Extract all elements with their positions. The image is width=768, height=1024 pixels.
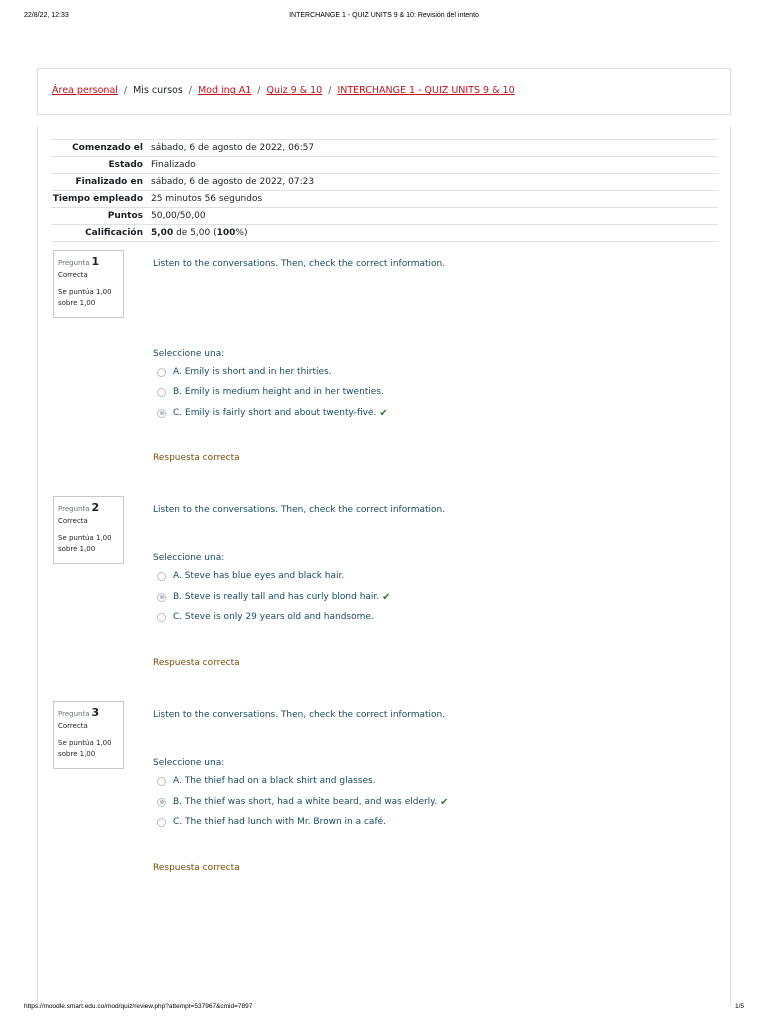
radio-button[interactable] — [157, 818, 166, 827]
answer-option-selected[interactable] — [157, 590, 391, 604]
feedback-correct: Respuesta correcta — [153, 658, 240, 668]
question-grade-max: sobre 1,00 — [58, 750, 96, 758]
answer-label: B. Emily is medium height and in her twenties. — [173, 387, 384, 397]
question-grade: Se puntúa 1,00 — [58, 534, 112, 542]
summary-label: Comenzado el — [72, 143, 143, 153]
question-state: Correcta — [58, 517, 88, 525]
summary-row-state — [51, 157, 718, 174]
question-number: 2 — [91, 501, 100, 514]
question-number: 3 — [91, 706, 100, 719]
answer-label: A. Emily is short and in her thirties. — [173, 367, 332, 377]
breadcrumb-separator: / — [188, 85, 192, 96]
feedback-correct: Respuesta correcta — [153, 863, 240, 873]
answer-prompt: Seleccione una: — [153, 758, 225, 768]
breadcrumb-separator: / — [257, 85, 261, 96]
answer-label: B. The thief was short, had a white beard, and was elderly. — [173, 797, 438, 807]
print-header — [0, 12, 768, 22]
answer-label: A. Steve has blue eyes and black hair. — [173, 571, 345, 581]
breadcrumb-link-area-personal[interactable]: Área personal — [52, 85, 118, 96]
breadcrumb-separator: / — [123, 85, 128, 96]
question-number: 1 — [91, 255, 100, 268]
answer-label: C. Steve is only 29 years old and handsome. — [173, 612, 374, 622]
question-grade: Se puntúa 1,00 — [58, 288, 112, 296]
answer-option[interactable] — [157, 774, 376, 788]
check-icon: ✔ — [379, 407, 388, 419]
question-state: Correcta — [58, 722, 88, 730]
answer-prompt: Seleccione una: — [153, 349, 225, 359]
answer-option[interactable] — [157, 610, 374, 624]
summary-label: Tiempo empleado — [52, 194, 143, 204]
answer-label: B. Steve is really tall and has curly blond hair. — [173, 592, 380, 602]
summary-label: Finalizado en — [75, 177, 143, 187]
question-state: Correcta — [58, 271, 88, 279]
summary-value: sábado, 6 de agosto de 2022, 06:57 — [151, 143, 315, 153]
print-footer — [0, 1003, 768, 1013]
breadcrumb-item-mis-cursos: Mis cursos — [133, 85, 183, 96]
summary-row-time — [51, 191, 718, 208]
summary-row-grade — [51, 225, 718, 242]
breadcrumb-separator: / — [328, 85, 332, 96]
answer-option[interactable] — [157, 365, 332, 379]
answer-option[interactable] — [157, 815, 386, 829]
question-info-box — [53, 250, 124, 318]
question-grade-max: sobre 1,00 — [58, 545, 96, 553]
question-label: Pregunta — [58, 259, 90, 267]
question-text: Listen to the conversations. Then, check the correct information. — [153, 710, 446, 720]
grade-mid: de 5,00 ( — [176, 228, 217, 238]
question-grade: Se puntúa 1,00 — [58, 739, 112, 747]
summary-label: Estado — [108, 160, 143, 170]
answer-label: C. Emily is fairly short and about twenty-five. — [173, 408, 377, 418]
print-date: 22/8/22, 12:33 — [24, 12, 69, 19]
summary-row-started — [51, 140, 718, 157]
summary-value: 25 minutos 56 segundos — [151, 194, 263, 204]
check-icon: ✔ — [382, 591, 391, 603]
print-url: https://moodle.smart.edu.co/mod/quiz/review.php?attempt=537967&cmid=7897 — [24, 1003, 253, 1010]
summary-label: Puntos — [107, 211, 143, 221]
radio-button[interactable] — [157, 613, 166, 622]
radio-button[interactable] — [157, 572, 166, 581]
summary-value: Finalizado — [151, 160, 196, 170]
summary-label: Calificación — [85, 228, 143, 238]
summary-value: sábado, 6 de agosto de 2022, 07:23 — [151, 177, 315, 187]
attempt-summary-table — [51, 139, 718, 242]
breadcrumb-link-course[interactable]: Mod ing A1 — [197, 85, 252, 96]
radio-button-checked[interactable] — [157, 593, 166, 602]
answer-label: C. The thief had lunch with Mr. Brown in a café. — [173, 817, 387, 827]
question-text: Listen to the conversations. Then, check the correct information. — [153, 505, 446, 515]
question-label: Pregunta — [58, 505, 90, 513]
radio-button-checked[interactable] — [157, 409, 166, 418]
answer-option[interactable] — [157, 385, 384, 399]
question-text: Listen to the conversations. Then, check the correct information. — [153, 259, 446, 269]
main-content — [37, 126, 731, 1006]
question-info-box — [53, 701, 124, 769]
answer-option[interactable] — [157, 569, 344, 583]
radio-button[interactable] — [157, 777, 166, 786]
summary-row-finished — [51, 174, 718, 191]
question-label: Pregunta — [58, 710, 90, 718]
answer-label: A. The thief had on a black shirt and glasses. — [173, 776, 376, 786]
answer-option-selected[interactable] — [157, 795, 448, 809]
question-grade-max: sobre 1,00 — [58, 299, 96, 307]
feedback-correct: Respuesta correcta — [153, 453, 240, 463]
summary-value: 50,00/50,00 — [151, 211, 206, 221]
grade-score: 5,00 — [151, 228, 174, 238]
answer-prompt: Seleccione una: — [153, 553, 225, 563]
summary-value — [151, 225, 718, 242]
question-info-box — [53, 496, 124, 564]
summary-row-marks — [51, 208, 718, 225]
answer-option-selected[interactable] — [157, 406, 388, 420]
radio-button[interactable] — [157, 368, 166, 377]
grade-end: %) — [235, 228, 248, 238]
radio-button[interactable] — [157, 388, 166, 397]
breadcrumb-link-quiz[interactable]: INTERCHANGE 1 - QUIZ UNITS 9 & 10 — [337, 85, 515, 96]
print-page-number: 1/5 — [734, 1003, 744, 1010]
grade-percent: 100 — [216, 228, 236, 238]
print-title: INTERCHANGE 1 - QUIZ UNITS 9 & 10: Revisión del intento — [289, 12, 479, 19]
breadcrumb-panel — [37, 68, 731, 115]
radio-button-checked[interactable] — [157, 798, 166, 807]
breadcrumb-link-section[interactable]: Quiz 9 & 10 — [266, 85, 323, 96]
check-icon: ✔ — [440, 796, 449, 808]
breadcrumb — [52, 85, 515, 96]
